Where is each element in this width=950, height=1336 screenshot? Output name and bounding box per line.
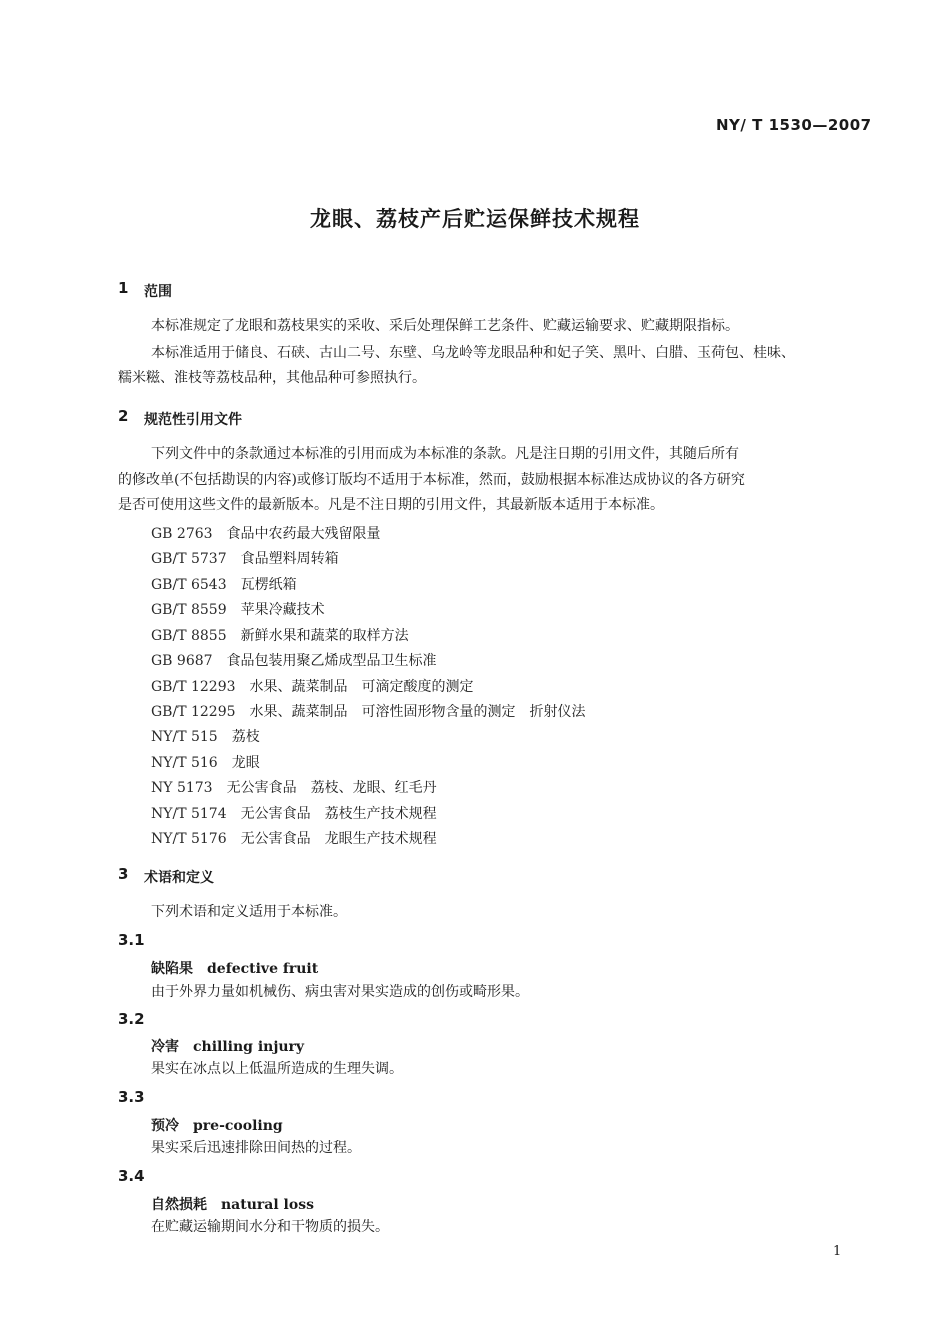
reference-item xyxy=(151,701,586,721)
reference-item xyxy=(151,803,437,823)
standard-number: NY/ T 1530—2007 xyxy=(716,116,872,134)
term-definition: 果实在冰点以上低温所造成的生理失调。 xyxy=(151,1061,403,1077)
section-1-para-2-line-1: 本标准适用于储良、石硖、古山二号、东壁、乌龙岭等龙眼品种和妃子笑、黑叶、白腊、玉荷包、桂味、 xyxy=(151,345,795,361)
term-heading xyxy=(151,1115,283,1135)
section-1-title: 范围 xyxy=(144,284,172,300)
reference-code: NY/T 516 xyxy=(151,755,218,771)
reference-code: GB/T 8855 xyxy=(151,628,227,644)
reference-code: GB/T 6543 xyxy=(151,577,227,593)
section-3-number: 3 xyxy=(118,865,129,883)
term-chinese: 预冷 xyxy=(151,1118,179,1134)
reference-title: 新鲜水果和蔬菜的取样方法 xyxy=(240,628,409,644)
section-1-number: 1 xyxy=(118,279,129,297)
reference-title: 龙眼 xyxy=(231,755,260,771)
section-1-para-2-line-2: 糯米糍、淮枝等荔枝品种，其他品种可参照执行。 xyxy=(118,370,426,386)
term-heading xyxy=(151,1036,304,1056)
reference-item xyxy=(151,548,339,568)
reference-code: GB/T 12295 xyxy=(151,704,236,720)
term-chinese: 冷害 xyxy=(151,1039,179,1055)
term-chinese: 缺陷果 xyxy=(151,961,193,977)
reference-item xyxy=(151,726,260,746)
reference-title: 无公害食品 龙眼生产技术规程 xyxy=(240,831,437,847)
term-chinese: 自然损耗 xyxy=(151,1197,207,1213)
reference-title: 无公害食品 荔枝生产技术规程 xyxy=(240,806,437,822)
reference-item xyxy=(151,752,260,772)
term-number: 3.2 xyxy=(118,1010,145,1028)
document-title: 龙眼、荔枝产后贮运保鲜技术规程 xyxy=(310,207,640,231)
section-2-para-line-1: 下列文件中的条款通过本标准的引用而成为本标准的条款。凡是注日期的引用文件，其随后所有 xyxy=(151,446,739,462)
reference-title: 无公害食品 荔枝、龙眼、红毛丹 xyxy=(226,780,437,796)
reference-code: NY 5173 xyxy=(151,780,213,796)
reference-item xyxy=(151,777,437,797)
reference-code: NY/T 5176 xyxy=(151,831,227,847)
page-number: 1 xyxy=(833,1244,842,1259)
reference-item xyxy=(151,599,325,619)
term-number: 3.3 xyxy=(118,1088,145,1106)
term-number: 3.1 xyxy=(118,931,145,949)
section-2-title: 规范性引用文件 xyxy=(144,412,242,428)
section-1-para-1: 本标准规定了龙眼和荔枝果实的采收、采后处理保鲜工艺条件、贮藏运输要求、贮藏期限指标。 xyxy=(151,318,739,334)
reference-code: GB 9687 xyxy=(151,653,213,669)
reference-item xyxy=(151,650,437,670)
reference-title: 瓦楞纸箱 xyxy=(240,577,297,593)
reference-code: NY/T 515 xyxy=(151,729,218,745)
reference-code: GB/T 12293 xyxy=(151,679,236,695)
term-english: chilling injury xyxy=(193,1039,305,1055)
reference-code: GB/T 8559 xyxy=(151,602,227,618)
section-3-title: 术语和定义 xyxy=(144,870,214,886)
term-number: 3.4 xyxy=(118,1167,145,1185)
reference-title: 水果、蔬菜制品 可溶性固形物含量的测定 折射仪法 xyxy=(249,704,586,720)
reference-title: 食品塑料周转箱 xyxy=(240,551,339,567)
reference-item xyxy=(151,828,437,848)
reference-title: 食品包装用聚乙烯成型品卫生标准 xyxy=(226,653,437,669)
reference-title: 水果、蔬菜制品 可滴定酸度的测定 xyxy=(249,679,474,695)
reference-title: 苹果冷藏技术 xyxy=(240,602,325,618)
term-english: natural loss xyxy=(221,1197,314,1213)
reference-code: GB/T 5737 xyxy=(151,551,227,567)
term-english: pre-cooling xyxy=(193,1118,283,1134)
reference-title: 食品中农药最大残留限量 xyxy=(226,526,381,542)
reference-code: GB 2763 xyxy=(151,526,213,542)
reference-item xyxy=(151,523,381,543)
section-2-para-line-3: 是否可使用这些文件的最新版本。凡是不注日期的引用文件，其最新版本适用于本标准。 xyxy=(118,497,664,513)
reference-title: 荔枝 xyxy=(231,729,260,745)
section-2-para-line-2: 的修改单(不包括勘误的内容)或修订版均不适用于本标准，然而，鼓励根据本标准达成协议的各方研究 xyxy=(118,472,745,488)
term-english: defective fruit xyxy=(207,961,319,977)
term-definition: 由于外界力量如机械伤、病虫害对果实造成的创伤或畸形果。 xyxy=(151,984,529,1000)
reference-item xyxy=(151,625,409,645)
term-definition: 果实采后迅速排除田间热的过程。 xyxy=(151,1140,361,1156)
term-heading xyxy=(151,958,318,978)
term-definition: 在贮藏运输期间水分和干物质的损失。 xyxy=(151,1219,389,1235)
section-3-intro: 下列术语和定义适用于本标准。 xyxy=(151,904,347,920)
reference-code: NY/T 5174 xyxy=(151,806,227,822)
reference-item xyxy=(151,574,297,594)
reference-item xyxy=(151,676,474,696)
section-2-number: 2 xyxy=(118,407,129,425)
term-heading xyxy=(151,1194,314,1214)
